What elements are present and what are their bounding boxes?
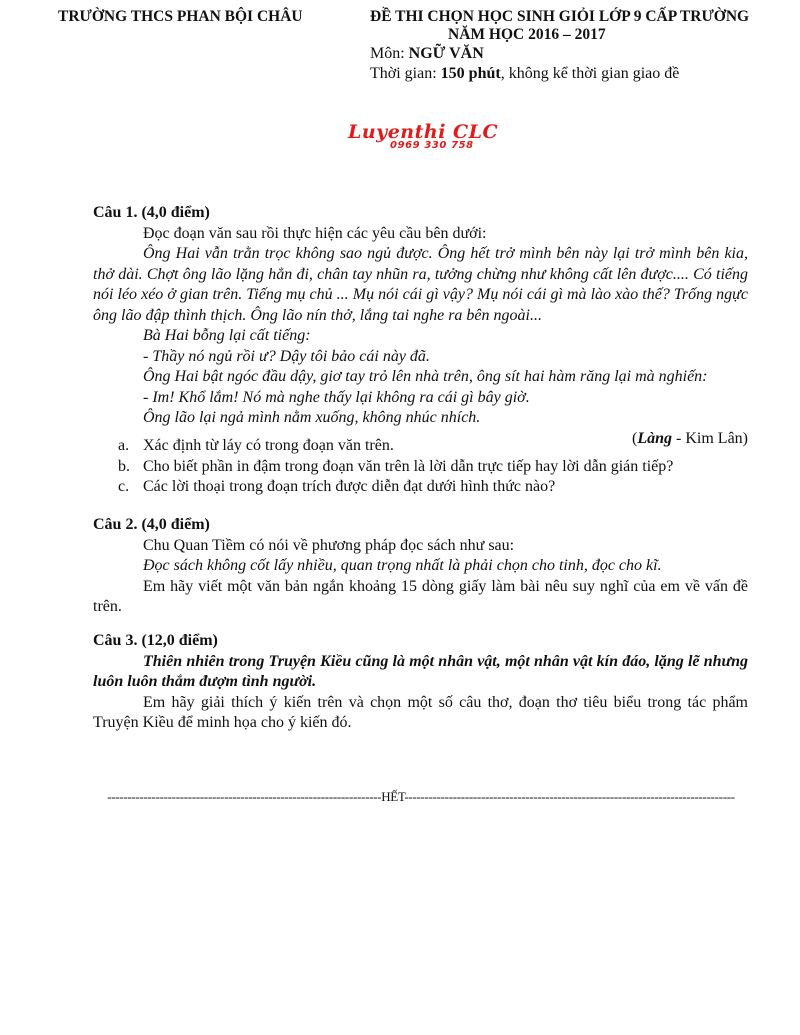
q3-quote: Thiên nhiên trong Truyện Kiều cũng là một nhân vật, một nhân vật kín đáo, lặng lẽ nhưng luôn luôn thắm đượm tình người. xyxy=(93,652,748,690)
q1-intro: Đọc đoạn văn sau rồi thực hiện các yêu cầu bên dưới: xyxy=(143,224,487,242)
q2-quote: Đọc sách không cốt lấy nhiều, quan trọng nhất là phải chọn cho tinh, đọc cho kĩ. xyxy=(143,557,662,574)
school-name: TRƯỜNG THCS PHAN BỘI CHÂU xyxy=(58,8,303,25)
logo-name: Luyenthi CLC xyxy=(348,121,499,143)
time-suffix: , không kể thời gian giao đề xyxy=(500,65,680,82)
q1-passage-1: Ông Hai vẫn trằn trọc không sao ngủ được. Ông hết trở mình bên này lại trở mình bên kia, thở dài. Chợt ông lão lặng hẳn đi, chân tay nhũn ra, tưởng chừng như không cất lên được.... Có tiếng nói léo xéo ở gian trên. Tiếng mụ chủ ... Mụ nói cái gì vậy? Mụ nói cái gì mà lào xào thế? Trống ngực ông lão đập thình thịch. Ông lão nín thở, lắng tai nghe ra bên ngoài... xyxy=(93,245,748,324)
subject-line xyxy=(370,45,484,63)
list-text: Xác định từ láy có trong đoạn văn trên. xyxy=(143,437,394,454)
q2-task: Em hãy viết một văn bản ngắn khoảng 15 dòng giấy làm bài nêu suy nghĩ của em về vấn đề trên. xyxy=(93,577,748,615)
question-3 xyxy=(93,631,748,734)
q1-passage-2: Bà Hai bỗng lại cất tiếng: xyxy=(143,327,311,344)
exam-title-line2: NĂM HỌC 2016 – 2017 xyxy=(448,26,606,43)
q2-intro: Chu Quan Tiềm có nói về phương pháp đọc sách như sau: xyxy=(143,536,515,554)
end-dashes-right: ---------------------------------------------------------------------------------- xyxy=(404,789,735,804)
list-marker: c. xyxy=(118,478,130,495)
q3-task: Em hãy giải thích ý kiến trên và chọn một số câu thơ, đoạn thơ tiêu biểu trong tác phẩm Truyện Kiều để minh họa cho ý kiến đó. xyxy=(93,693,748,731)
list-item xyxy=(118,457,748,478)
list-marker: a. xyxy=(118,437,130,454)
q1-title: Câu 1. (4,0 điểm) xyxy=(93,204,210,221)
list-text: Cho biết phần in đậm trong đoạn văn trên là lời dẫn trực tiếp hay lời dẫn gián tiếp? xyxy=(143,457,674,475)
end-marker xyxy=(97,789,745,805)
time-value: 150 phút xyxy=(440,65,501,82)
list-text: Các lời thoại trong đoạn trích được diễn đạt dưới hình thức nào? xyxy=(143,478,556,495)
exam-title-line1: ĐỀ THI CHỌN HỌC SINH GIỎI LỚP 9 CẤP TRƯỜNG xyxy=(370,8,750,25)
question-2 xyxy=(93,515,748,618)
subject-prefix: Môn: xyxy=(370,45,409,62)
q1-source: (Làng - Kim Lân) xyxy=(632,429,748,447)
list-marker: b. xyxy=(118,457,130,475)
end-text: HẾT xyxy=(381,789,405,804)
question-1 xyxy=(93,203,748,449)
q3-title: Câu 3. (12,0 điểm) xyxy=(93,632,218,649)
subject-value: NGỮ VĂN xyxy=(408,45,484,62)
q1-passage-3: - Thầy nó ngủ rồi ư? Dậy tôi bảo cái này đã. xyxy=(143,347,430,365)
end-dashes-left: -------------------------------------------------------------------- xyxy=(107,789,382,804)
q1-passage-5: - Im! Khổ lắm! Nó mà nghe thấy lại không ra cái gì bây giờ. xyxy=(143,388,530,406)
logo-phone: 0969 330 758 xyxy=(390,140,474,151)
q1-tasks xyxy=(118,436,748,498)
time-prefix: Thời gian: xyxy=(370,65,441,82)
q1-passage-4: Ông Hai bật ngóc đầu dậy, giơ tay trỏ lên nhà trên, ông sít hai hàm răng lại mà nghiến: xyxy=(143,368,708,385)
q2-title: Câu 2. (4,0 điểm) xyxy=(93,516,210,533)
center-logo xyxy=(348,121,498,151)
q1-passage-6: Ông lão lại ngả mình nằm xuống, không nhúc nhích. xyxy=(143,409,481,426)
q1-source-work: Làng xyxy=(637,429,673,447)
time-line xyxy=(370,65,679,83)
list-item xyxy=(118,477,748,498)
list-item xyxy=(118,436,748,457)
q1-source-author: - Kim Lân xyxy=(672,429,743,447)
